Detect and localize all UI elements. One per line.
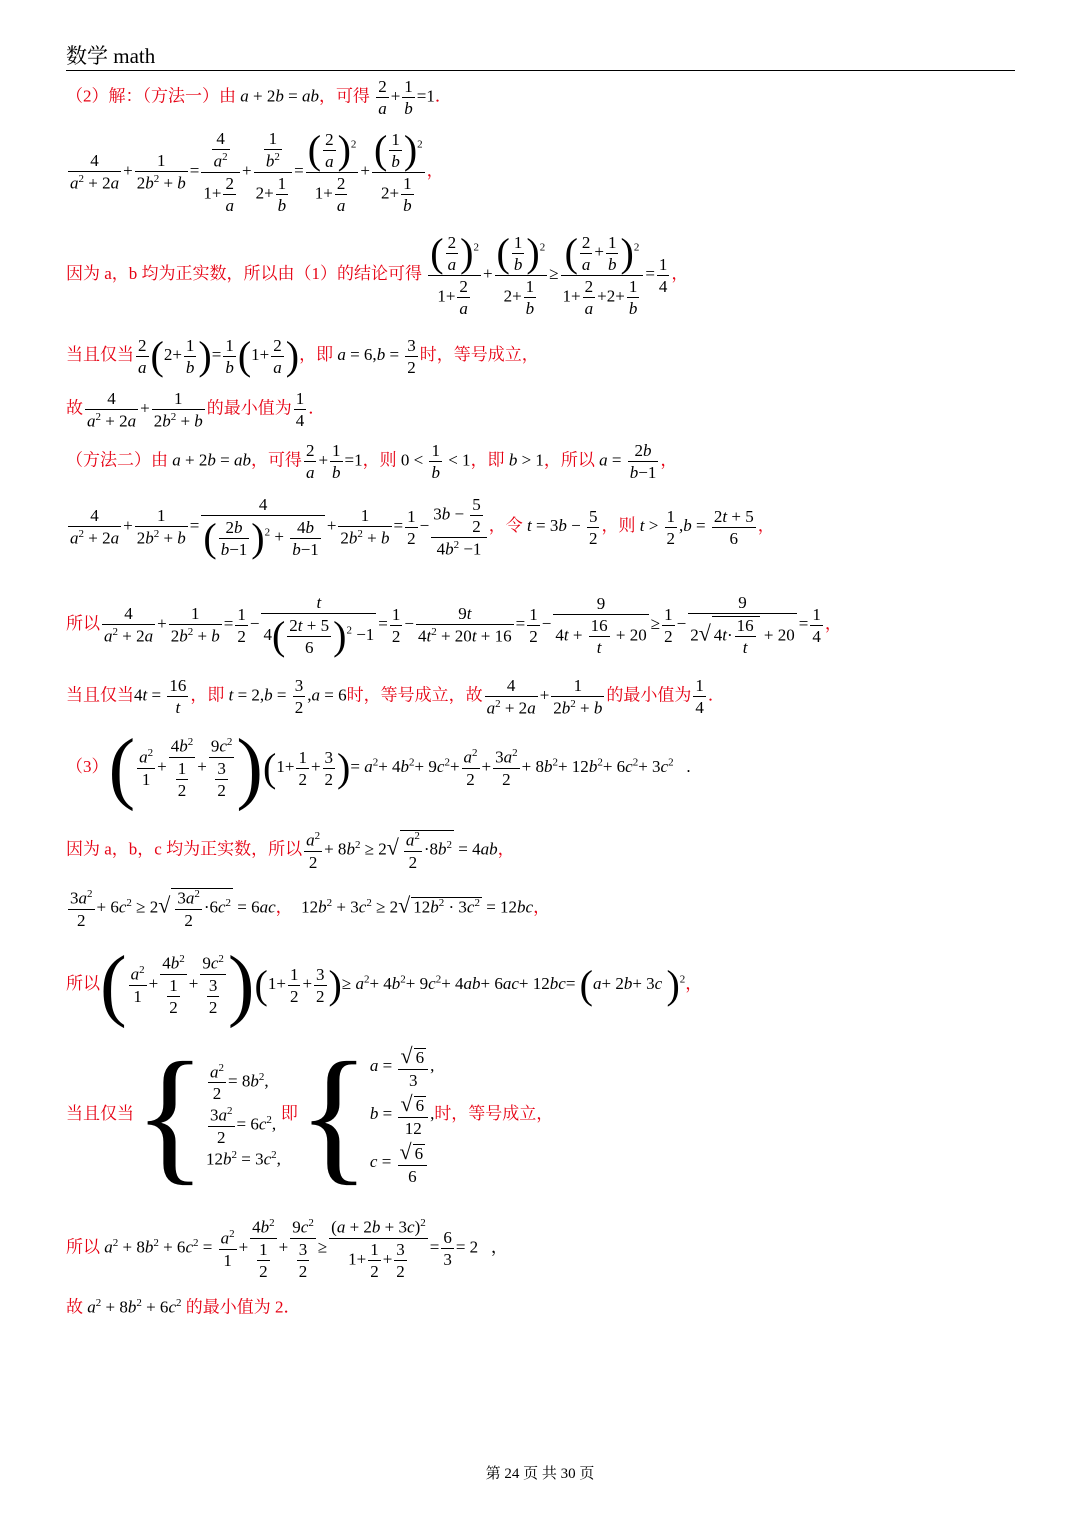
page-footer: 第 24 页 共 30 页 — [485, 1466, 595, 1482]
line-part3-cauchy: 所以( $\frac{a^2}{1}$ + $\frac{4b^2}{\frac{1}{2}}$ + $\frac{9c^2}{\frac{3}{2}}$ )(1+ $\frac{1}{2}$ + $\frac{3}{2}$ )≥ $a^2+ 4b^2+ 9c^2+ 4ab+ 6ac+ 12bc= (a+ 2b+ 3c$ )$^2$， — [66, 941, 703, 1029]
line-method1-intro: （2）解：（方法一）由 a + 2b = ab，可得 $\frac{2}{a}$ + $\frac{1}{b}$ =1． — [66, 77, 452, 118]
line-part3-equality: 当且仅当{ $\frac{a^2}{2}$ = $8b^2$, $\frac{3a^2}{2}$ = $6c^2$, $12b^2 = 3c^2$, 即{ a = $\frac{√ 6}{3}$ , b = $\frac{√ 6}{12}$ , c = $\frac{√ 6}{6}$ 时，等号成立， — [66, 1032, 554, 1198]
line-part3-expansion: （3）( $\frac{a^2}{1}$ + $\frac{4b^2}{\frac{1}{2}}$ + $\frac{9c^2}{\frac{3}{2}}$ )(1+ $\frac{1}{2}$ + $\frac{3}{2}$ )= $a^2+ 4b^2+ 9c^2+$ $\frac{a^2}{2}$ + $\frac{3a^2}{2}$ + $8b^2+ 12b^2+ 6c^2+ 3c^2$ . — [66, 724, 691, 812]
page-header: 数学 math — [66, 44, 156, 68]
line-method1-inequality: 因为 a，b 均为正实数，所以由（1）的结论可得 ( $\frac{2}{a}$ )$^2$ 1+ $\frac{2}{a}$ + ( $\frac{1}{b}$ )$^2$ 2+ $\frac{1}{b}$ ≥ ( $\frac{2}{a}$ + $\frac{1}{b}$ )$^2$ 1+ $\frac{2}{a}$ +2+ $\frac{1}{b}$ = $\frac{1}{4}$ ， — [66, 230, 689, 318]
line-method1-transform: $\frac{4}{a^2 + 2a}$ + $\frac{1}{2b^2 + b}$ = $\frac{4}{a^2}$ 1+ $\frac{2}{a}$ + $\frac{1}{b^2}$ 2+ $\frac{1}{b}$ = ( $\frac{2}{a}$ )$^2$ 1+ $\frac{2}{a}$ + ( $\frac{1}{b}$ )$^2$ 2+ $\frac{1}{b}$ ， — [70, 127, 444, 215]
label-part2: （2）解：（方法一）由 — [66, 86, 236, 106]
line-part3-conclusion: 故 $a^2 + 8b^2 + 6c^2$ 的最小值为 2． — [66, 1297, 301, 1317]
line-method2-conclusion: 当且仅当4t = $\frac{16}{t}$ ，即 t = 2,b = $\frac{3}{2}$ ,a = 6时，等号成立，故 $\frac{4}{a^2 + 2a}$ + $\frac{1}{2b^2 + b}$ 的最小值为 $\frac{1}{4}$ ． — [66, 676, 725, 718]
line-method2-bound: 所以 $\frac{4}{a^2 + 2a}$ + $\frac{1}{2b^2 + b}$ = $\frac{1}{2}$ − t 4( $\frac{2t + 5}{6}$ )$^2$ −1 = $\frac{1}{2}$ − $\frac{9t}{4t^2 + 20t + 16}$ = $\frac{1}{2}$ − 9 4t + $\frac{16}{t}$ + 20 ≥ $\frac{1}{2}$ − 9 2√ 4t· $\frac{16}{t}$ + 20 = $\frac{1}{4}$ ， — [66, 593, 842, 658]
line-method1-conclusion: 故 $\frac{4}{a^2 + 2a}$ + $\frac{1}{2b^2 + b}$ 的最小值为 $\frac{1}{4}$ ． — [66, 389, 326, 431]
line-method2-intro: （方法二）由 a + 2b = ab，可得 $\frac{2}{a}$ + $\frac{1}{b}$ =1，则 0 < $\frac{1}{b}$ < 1，即 b > 1，所以 a = $\frac{2b}{b-1}$ ， — [66, 441, 678, 482]
line-part3-final-bound: 所以 $a^2 + 8b^2 + 6c^2$ = $\frac{a^2}{1}$ + $\frac{4b^2}{\frac{1}{2}}$ + $\frac{9c^2}{\frac{3}{2}}$ ≥ $(a + 2b + 3c)^2$ 1+ $\frac{1}{2}$ + $\frac{3}{2}$ = $\frac{6}{3}$ = 2 ， — [66, 1217, 508, 1281]
line-method1-equality: 当且仅当 $\frac{2}{a}$ (2+ $\frac{1}{b}$ )= $\frac{1}{b}$ (1+ $\frac{2}{a}$ )，即 a = 6,b = $\frac{3}{2}$ 时，等号成立， — [66, 333, 539, 378]
header-rule — [66, 70, 1015, 71]
line-part3-amgm1: 因为 a，b，c 均为正实数，所以 $\frac{a^2}{2}$ + $8b^2 \ge 2√$ $\frac{a^2}{2}$ $\cdot 8b^2 = 4ab$， — [66, 830, 515, 872]
line-part3-amgm2: $\frac{3a^2}{2}$ + $6c^2 \ge 2√$ $\frac{3a^2}{2}$ $\cdot 6c^2 = 6ac$， $12b^2 + 3c^2 \ge 2√$ $12b^2 \cdot 3c^2 = 12bc$， — [70, 888, 551, 930]
line-method2-substitution: $\frac{4}{a^2 + 2a}$ + $\frac{1}{2b^2 + b}$ = 4 ( $\frac{2b}{b-1}$ )$^2$ + $\frac{4b}{b-1}$ + $\frac{1}{2b^2 + b}$ = $\frac{1}{2}$ − 3b − $\frac{5}{2}$ $4b^2 -1$ ，令 t = 3b − $\frac{5}{2}$ ，则 t > $\frac{1}{2}$ ,b = $\frac{2t + 5}{6}$ ， — [70, 495, 775, 560]
